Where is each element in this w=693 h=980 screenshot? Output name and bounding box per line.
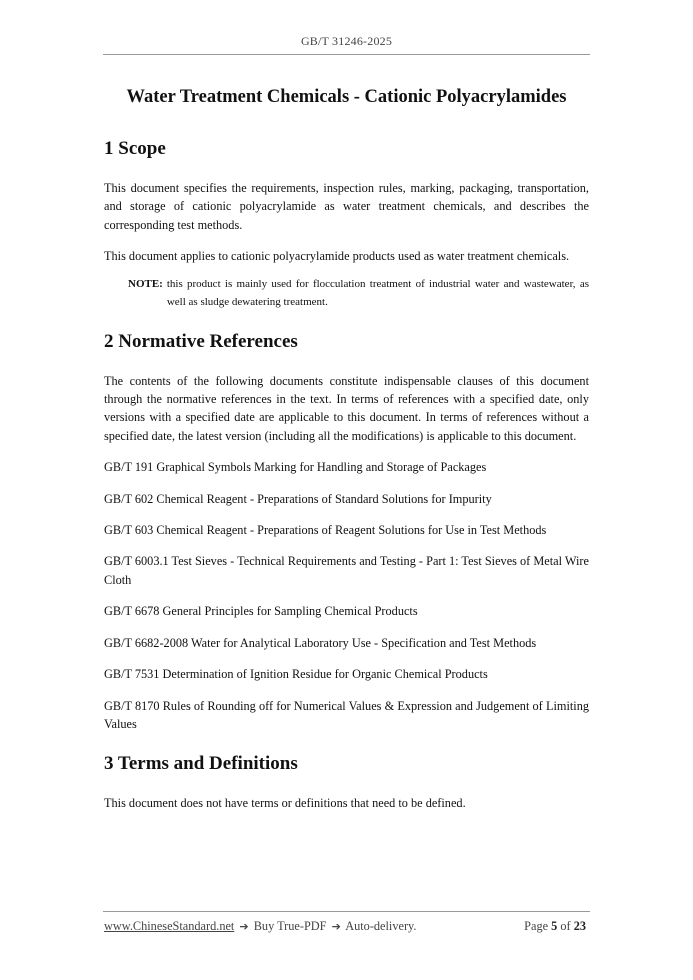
reference-item-gb-t-6678: GB/T 6678 General Principles for Sampling Chemical Products bbox=[104, 604, 418, 619]
buy-pdf-text: Buy True-PDF bbox=[253, 919, 327, 933]
document-title: Water Treatment Chemicals - Cationic Polyacrylamides bbox=[126, 87, 567, 107]
of-word: of bbox=[560, 919, 571, 933]
page-total: 23 bbox=[573, 919, 586, 933]
page-indicator bbox=[524, 919, 586, 934]
terms-paragraph: This document does not have terms or definitions that need to be defined. bbox=[104, 796, 466, 811]
reference-item-gb-t-6682: GB/T 6682-2008 Water for Analytical Laboratory Use - Specification and Test Methods bbox=[104, 635, 537, 650]
section-heading-terms-definitions: 3 Terms and Definitions bbox=[104, 753, 298, 775]
section-heading-normative-references: 2 Normative References bbox=[104, 330, 298, 352]
reference-item-gb-t-603: GB/T 603 Chemical Reagent - Preparations of Reagent Solutions for Use in Test Methods bbox=[104, 523, 547, 538]
reference-item-gb-t-7531: GB/T 7531 Determination of Ignition Residue for Organic Chemical Products bbox=[104, 667, 488, 682]
normative-intro-paragraph: The contents of the following documents constitute indispensable clauses of this document through the normative references in the text. In terms of references with a specified date, only versions with a specified date are applicable to this document. In terms of references without a specified date, the latest version (including all the modifications) is applicable to this document. bbox=[104, 373, 589, 443]
arrow-right-icon: ➔ bbox=[239, 920, 249, 933]
page-content bbox=[104, 84, 589, 813]
header-divider bbox=[103, 54, 590, 55]
footer-divider bbox=[103, 911, 590, 912]
scope-paragraph-2: This document applies to cationic polyacrylamide products used as water treatment chemicals. bbox=[104, 249, 570, 264]
page-current: 5 bbox=[551, 919, 558, 933]
arrow-right-icon: ➔ bbox=[331, 920, 341, 933]
scope-paragraph-1: This document specifies the requirements, inspection rules, marking, packaging, transportation, and storage of cationic polyacrylamide as water treatment chemicals, and describes the corresponding test methods. bbox=[104, 181, 589, 232]
page-footer bbox=[104, 919, 586, 934]
reference-item-gb-t-191: GB/T 191 Graphical Symbols Marking for Handling and Storage of Packages bbox=[104, 460, 487, 475]
footer-left bbox=[104, 919, 416, 934]
reference-item-gb-t-8170: GB/T 8170 Rules of Rounding off for Numerical Values & Expression and Judgement of Limiting Values bbox=[104, 698, 589, 731]
reference-item-gb-t-602: GB/T 602 Chemical Reagent - Preparations of Standard Solutions for Impurity bbox=[104, 491, 492, 506]
scope-note bbox=[104, 275, 589, 311]
reference-item-gb-t-6003-1: GB/T 6003.1 Test Sieves - Technical Requirements and Testing - Part 1: Test Sieves of Metal Wire Cloth bbox=[104, 554, 589, 587]
auto-delivery-text: Auto-delivery. bbox=[345, 919, 417, 933]
section-heading-scope: 1 Scope bbox=[104, 138, 166, 159]
site-link[interactable]: www.ChineseStandard.net bbox=[104, 919, 235, 933]
note-label: NOTE: bbox=[128, 277, 163, 290]
note-text: this product is mainly used for flocculation treatment of industrial water and wastewater, as well as sludge dewatering treatment. bbox=[166, 277, 589, 308]
page-word: Page bbox=[524, 919, 549, 933]
running-header-standard-code: GB/T 31246-2025 bbox=[300, 34, 393, 48]
